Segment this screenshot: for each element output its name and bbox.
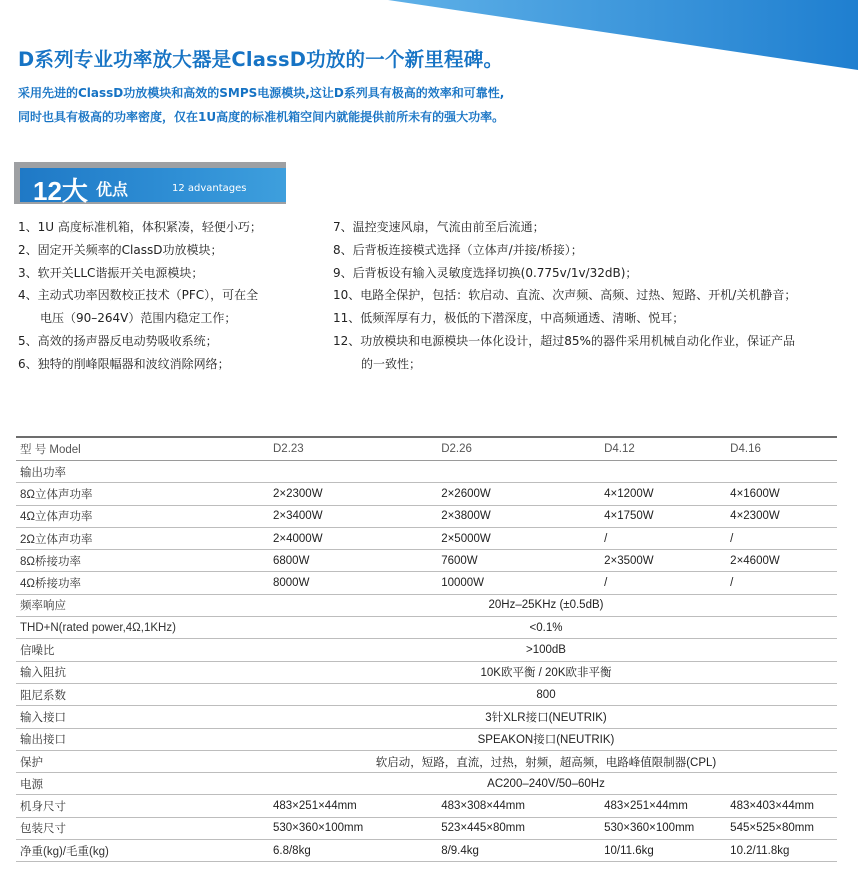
- advantages-banner: [14, 162, 286, 204]
- row-label: 4Ω立体声功率: [16, 505, 255, 527]
- item-number: 2、: [18, 242, 38, 257]
- row-cell: 483×308×44mm: [421, 795, 580, 817]
- row-cell: 2×3800W: [421, 505, 580, 527]
- row-label: 阻尼系数: [16, 683, 255, 705]
- item-text: 1U 高度标准机箱，体积紧凑，轻便小巧；: [37, 220, 262, 234]
- item-text: 软开关LLC谐振开关电源模块；: [37, 265, 204, 280]
- row-label: 频率响应: [16, 594, 255, 616]
- list-item: [333, 216, 853, 239]
- item-text: 的一致性；: [361, 356, 422, 371]
- row-cell: [720, 461, 837, 483]
- item-text: 固定开关频率的ClassD功放模块；: [37, 242, 223, 257]
- advantages-list-left: [18, 216, 308, 376]
- banner-subtitle: 优点: [96, 180, 129, 199]
- row-label: 机身尺寸: [16, 795, 255, 817]
- row-cell: /: [720, 572, 837, 594]
- item-text: 高效的扬声器反电动势吸收系统；: [37, 333, 218, 348]
- advantages-list-right: [333, 216, 853, 376]
- table-row: [16, 795, 837, 817]
- row-label: 净重(kg)/毛重(kg): [16, 840, 255, 862]
- item-number: 3、: [18, 265, 38, 280]
- row-value: 800: [255, 683, 837, 705]
- row-value: 软启动，短路，直流，过热，射频，超高频，电路峰值限制器(CPL): [255, 750, 837, 772]
- row-cell: 483×251×44mm: [580, 795, 720, 817]
- table-row: [16, 683, 837, 705]
- banner-english: 12 advantages: [172, 183, 247, 194]
- row-cell: 6.8/8kg: [255, 840, 421, 862]
- list-item: [18, 284, 308, 307]
- item-text: 功放模块和电源模块一体化设计，超过85%的器件采用机械自动化作业，保证产品: [360, 333, 795, 348]
- item-number: 5、: [18, 333, 38, 348]
- row-label: 信噪比: [16, 639, 255, 661]
- row-label: 保护: [16, 750, 255, 772]
- row-cell: 4×1600W: [720, 483, 837, 505]
- row-cell: 4×1200W: [580, 483, 720, 505]
- row-cell: 530×360×100mm: [580, 817, 720, 839]
- table-row: [16, 617, 837, 639]
- row-cell: 2×5000W: [421, 527, 580, 549]
- row-cell: 483×251×44mm: [255, 795, 421, 817]
- item-number: 8、: [333, 242, 353, 257]
- item-text: 电路全保护，包括：软启动、直流、次声频、高频、过热、短路、开机/关机静音；: [360, 288, 797, 303]
- table-row: [16, 461, 837, 483]
- item-text: 独特的削峰限幅器和波纹消除网络；: [37, 356, 230, 371]
- row-cell: 10000W: [421, 572, 580, 594]
- item-number: 9、: [333, 265, 353, 280]
- row-value: 10K欧平衡 / 20K欧非平衡: [255, 661, 837, 683]
- list-item: [333, 239, 853, 262]
- headline: D系列专业功率放大器是ClassD功放的一个新里程碑。: [18, 48, 504, 71]
- row-label: 包装尺寸: [16, 817, 255, 839]
- list-item: [18, 330, 308, 353]
- row-value: 3针XLR接口(NEUTRIK): [255, 706, 837, 728]
- item-number: 7、: [333, 220, 353, 234]
- list-item: [18, 353, 308, 376]
- row-label: THD+N(rated power,4Ω,1KHz): [16, 617, 255, 639]
- row-cell: 2×3400W: [255, 505, 421, 527]
- row-cell: 8000W: [255, 572, 421, 594]
- row-cell: 10.2/11.8kg: [720, 840, 837, 862]
- row-cell: 483×403×44mm: [720, 795, 837, 817]
- row-cell: [580, 461, 720, 483]
- row-label: 电源: [16, 773, 255, 795]
- item-text: 主动式功率因数校正技术（PFC），可在全: [37, 288, 259, 303]
- row-label: 输出接口: [16, 728, 255, 750]
- row-cell: 2×2300W: [255, 483, 421, 505]
- list-item: [18, 262, 308, 285]
- table-row: [16, 840, 837, 862]
- item-number: 6、: [18, 356, 38, 371]
- row-value: >100dB: [255, 639, 837, 661]
- intro-line-1: 采用先进的ClassD功放模块和高效的SMPS电源模块,这让D系列具有极高的效率和可靠性,: [18, 86, 505, 100]
- table-row: [16, 728, 837, 750]
- item-number: 11、: [333, 311, 361, 326]
- row-cell: [255, 461, 421, 483]
- list-item: [333, 284, 853, 307]
- row-cell: 7600W: [421, 550, 580, 572]
- table-row: [16, 550, 837, 572]
- banner-box: [20, 168, 286, 206]
- list-item: [18, 239, 308, 262]
- row-cell: /: [580, 572, 720, 594]
- table-row: [16, 572, 837, 594]
- table-row: [16, 817, 837, 839]
- row-cell: [421, 461, 580, 483]
- row-cell: /: [580, 527, 720, 549]
- item-number: 12、: [333, 333, 361, 348]
- list-item: [333, 307, 853, 330]
- row-value: <0.1%: [255, 617, 837, 639]
- header-model: D4.12: [580, 437, 720, 461]
- row-cell: 2×4600W: [720, 550, 837, 572]
- row-cell: 2×4000W: [255, 527, 421, 549]
- row-cell: 8/9.4kg: [421, 840, 580, 862]
- list-item: [18, 216, 308, 239]
- row-label: 8Ω立体声功率: [16, 483, 255, 505]
- row-label: 输入阻抗: [16, 661, 255, 683]
- list-item: [333, 330, 853, 353]
- row-cell: 4×2300W: [720, 505, 837, 527]
- header-label: 型 号 Model: [16, 437, 255, 461]
- row-value: AC200–240V/50–60Hz: [255, 773, 837, 795]
- row-cell: /: [720, 527, 837, 549]
- item-text: 后背板连接模式选择（立体声/并接/桥接）；: [352, 242, 583, 257]
- banner-title: 12大: [33, 176, 88, 206]
- item-number: 4、: [18, 288, 38, 303]
- item-number: 10、: [333, 288, 361, 303]
- item-text: 电压（90–264V）范围内稳定工作；: [40, 311, 237, 326]
- row-label: 8Ω桥接功率: [16, 550, 255, 572]
- row-label: 2Ω立体声功率: [16, 527, 255, 549]
- table-row: [16, 706, 837, 728]
- header-model: D2.26: [421, 437, 580, 461]
- list-item-continued: [333, 353, 853, 376]
- header-model: D2.23: [255, 437, 421, 461]
- table-row: [16, 661, 837, 683]
- row-cell: 10/11.6kg: [580, 840, 720, 862]
- row-cell: 4×1750W: [580, 505, 720, 527]
- item-number: 1、: [18, 220, 38, 234]
- item-text: 后背板设有输入灵敏度选择切换(0.775v/1v/32dB)；: [352, 265, 638, 280]
- list-item: [333, 262, 853, 285]
- row-cell: 545×525×80mm: [720, 817, 837, 839]
- row-value: 20Hz–25KHz (±0.5dB): [255, 594, 837, 616]
- row-cell: 2×2600W: [421, 483, 580, 505]
- table-row: [16, 594, 837, 616]
- item-text: 温控变速风扇，气流由前至后流通；: [352, 220, 545, 234]
- spec-table: [16, 436, 837, 862]
- intro-line-2: 同时也具有极高的功率密度，仅在1U高度的标准机箱空间内就能提供前所未有的强大功率。: [18, 110, 505, 124]
- row-label: 输出功率: [16, 461, 255, 483]
- table-header-row: [16, 437, 837, 461]
- row-cell: 2×3500W: [580, 550, 720, 572]
- list-item-continued: [18, 307, 308, 330]
- table-row: [16, 639, 837, 661]
- header-model: D4.16: [720, 437, 837, 461]
- table-row: [16, 505, 837, 527]
- row-cell: 530×360×100mm: [255, 817, 421, 839]
- table-row: [16, 527, 837, 549]
- row-cell: 6800W: [255, 550, 421, 572]
- row-label: 4Ω桥接功率: [16, 572, 255, 594]
- item-text: 低频浑厚有力，极低的下潜深度，中高频通透、清晰、悦耳；: [360, 311, 685, 326]
- table-row: [16, 483, 837, 505]
- row-label: 输入接口: [16, 706, 255, 728]
- row-cell: 523×445×80mm: [421, 817, 580, 839]
- table-row: [16, 773, 837, 795]
- table-row: [16, 750, 837, 772]
- row-value: SPEAKON接口(NEUTRIK): [255, 728, 837, 750]
